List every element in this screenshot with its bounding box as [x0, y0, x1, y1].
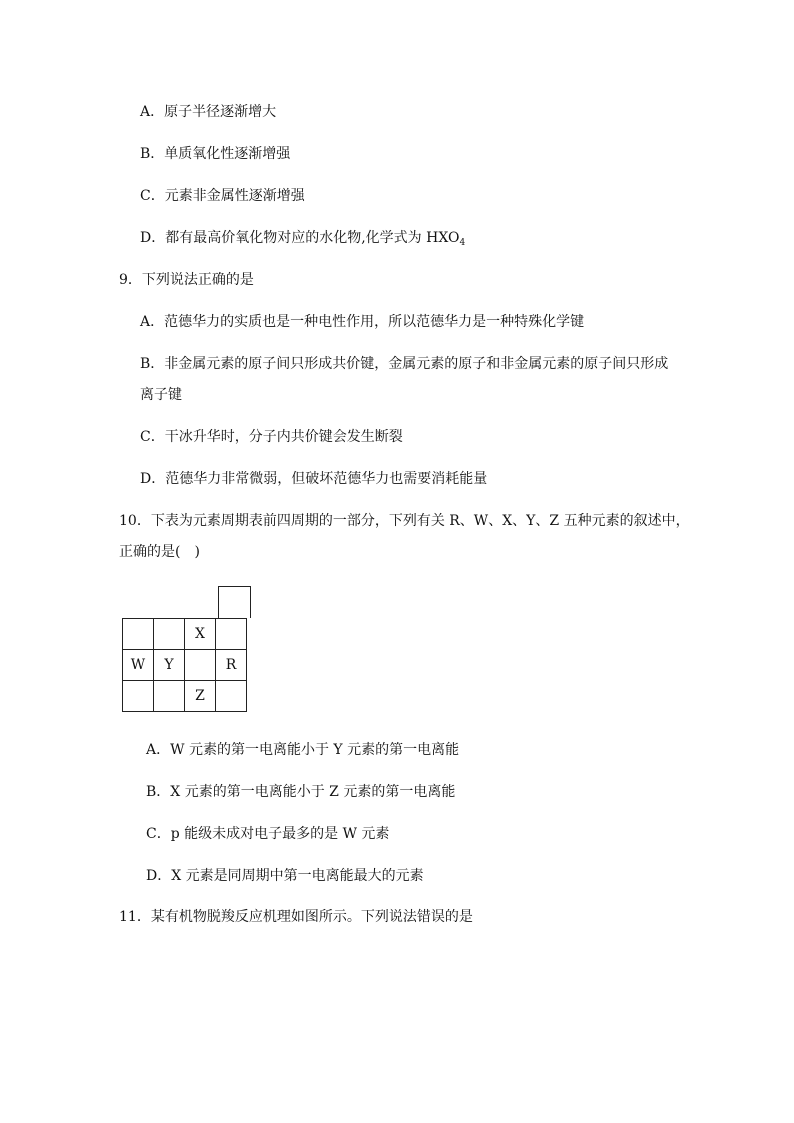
q8-option-d-text: D．都有最高价氧化物对应的水化物,化学式为 HXO	[140, 230, 460, 246]
table-cell: W	[123, 650, 154, 681]
q10-option-c: C．p 能级未成对电子最多的是 W 元素	[146, 826, 390, 842]
q8-option-c: C．元素非金属性逐渐增强	[140, 188, 305, 204]
table-cell	[216, 681, 247, 712]
periodic-table-fragment	[122, 618, 247, 712]
table-cell	[154, 619, 185, 650]
table-cell: Z	[185, 681, 216, 712]
table-row	[123, 650, 247, 681]
q8-option-b: B．单质氧化性逐渐增强	[140, 146, 291, 162]
q10-option-d: D．X 元素是同周期中第一电离能最大的元素	[146, 868, 424, 884]
q10-option-b: B．X 元素的第一电离能小于 Z 元素的第一电离能	[146, 784, 456, 800]
q9-option-d: D．范德华力非常微弱，但破坏范德华力也需要消耗能量	[140, 471, 488, 487]
table-cell	[123, 619, 154, 650]
q8-option-d	[140, 228, 465, 253]
q8-option-d-subscript: 4	[459, 238, 466, 248]
q9-option-a: A．范德华力的实质也是一种电性作用，所以范德华力是一种特殊化学键	[140, 314, 585, 330]
q11-stem: 11．某有机物脱羧反应机理如图所示。下列说法错误的是	[119, 909, 473, 925]
q10-stem-line1: 10．下表为元素周期表前四周期的一部分，下列有关 R、W、X、Y、Z 五种元素的叙述中，	[119, 513, 690, 529]
table-cell	[123, 681, 154, 712]
table-cell: X	[185, 619, 216, 650]
q9-option-c: C．干冰升华时，分子内共价键会发生断裂	[140, 429, 403, 445]
table-cell: R	[216, 650, 247, 681]
q9-option-b-line2: 离子键	[140, 387, 182, 403]
table-cell	[216, 619, 247, 650]
q10-option-a: A．W 元素的第一电离能小于 Y 元素的第一电离能	[146, 742, 460, 758]
table-cell	[185, 650, 216, 681]
table-cell: Y	[154, 650, 185, 681]
table-cell	[154, 681, 185, 712]
table-row	[123, 681, 247, 712]
q8-option-a: A．原子半径逐渐增大	[140, 104, 277, 120]
q9-stem: 9．下列说法正确的是	[119, 272, 254, 288]
q10-stem-line2: 正确的是( )	[119, 544, 200, 560]
q9-option-b-line1: B．非金属元素的原子间只形成共价键，金属元素的原子和非金属元素的原子间只形成	[140, 356, 669, 372]
table-row	[123, 619, 247, 650]
periodic-table-top-cell	[218, 586, 251, 618]
